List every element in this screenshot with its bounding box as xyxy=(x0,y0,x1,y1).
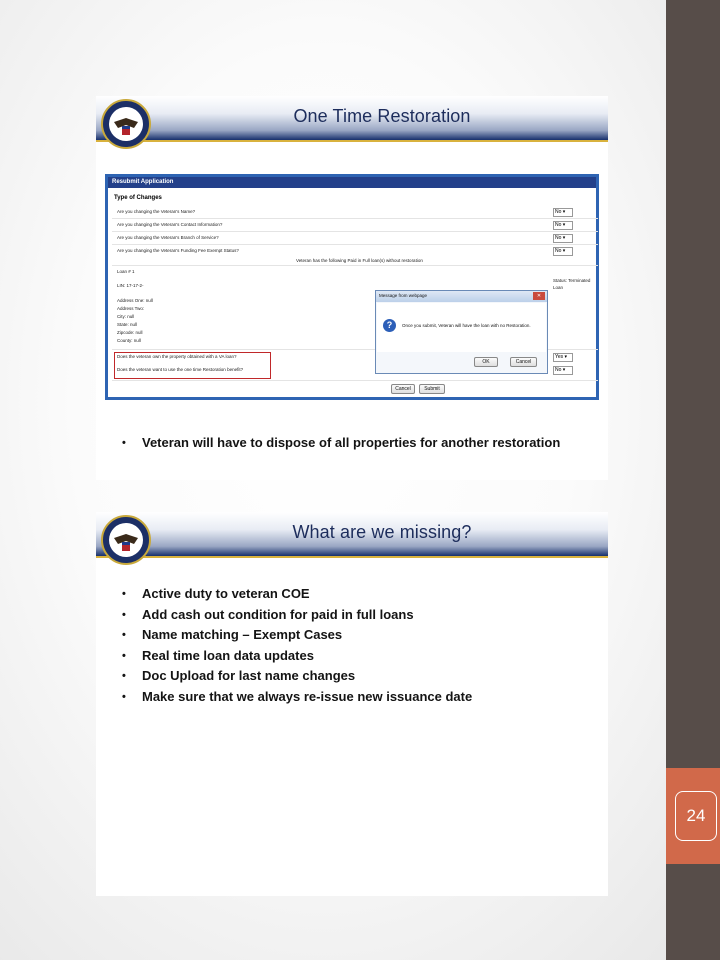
row-divider xyxy=(112,265,598,266)
question-icon: ? xyxy=(383,319,396,332)
row-divider xyxy=(112,380,598,381)
answer-select-branch[interactable]: No ▾ xyxy=(553,234,573,243)
loan-status: Status: Terminated Loan xyxy=(553,278,591,290)
question-funding-fee: Are you changing the Veteran's Funding Fee Exempt Status? xyxy=(117,248,239,253)
message-dialog xyxy=(375,290,548,374)
question-name: Are you changing the Veteran's Name? xyxy=(117,209,196,214)
slide1-bullet-list xyxy=(122,434,562,452)
answer-select-name[interactable]: No ▾ xyxy=(553,208,573,217)
bullet-item: • Doc Upload for last name changes xyxy=(122,666,592,687)
bullet-item: • Add cash out condition for paid in full loans xyxy=(122,605,592,626)
bullet-item: • Make sure that we always re-issue new issuance date xyxy=(122,687,592,708)
answer-select-va-loan[interactable]: Yes ▾ xyxy=(553,353,573,362)
answer-select-restoration[interactable]: No ▾ xyxy=(553,366,573,375)
dialog-ok-button[interactable]: OK xyxy=(474,357,498,367)
answer-select-funding-fee[interactable]: No ▾ xyxy=(553,247,573,256)
submit-button[interactable]: Submit xyxy=(419,384,445,394)
bullet-item: • Active duty to veteran COE xyxy=(122,584,592,605)
address-state: State: null xyxy=(117,322,138,327)
bullet-item: • Real time loan data updates xyxy=(122,646,592,667)
resubmit-application-window xyxy=(105,174,599,400)
bullet-item: • Veteran will have to dispose of all properties for another restoration xyxy=(122,434,562,452)
slide-title: One Time Restoration xyxy=(293,106,471,126)
address-zipcode: Zipcode: null xyxy=(117,330,143,335)
row-divider xyxy=(112,244,598,245)
dialog-body xyxy=(377,303,546,352)
loan-lin: LIN: 17-17-2- xyxy=(117,283,144,288)
address-one: Address One: null xyxy=(117,298,153,303)
row-divider xyxy=(112,231,598,232)
loan-number: Loan # 1 xyxy=(117,269,135,274)
slide-one-time-restoration xyxy=(96,96,608,480)
address-city: City: null xyxy=(117,314,135,319)
close-icon[interactable]: ✕ xyxy=(533,292,545,300)
restoration-question: Does the veteran want to use the one time Restoration benefit? xyxy=(117,367,244,372)
slide-what-are-we-missing xyxy=(96,512,608,896)
dialog-title xyxy=(376,291,547,302)
highlight-box xyxy=(114,352,271,379)
address-county: County: null xyxy=(117,338,141,343)
va-loan-question: Does the veteran own the property obtained with a VA loan? xyxy=(117,354,237,359)
question-contact: Are you changing the Veteran's Contact Information? xyxy=(117,222,223,227)
dialog-title-text: Message from webpage xyxy=(379,293,428,298)
bullet-item: • Name matching – Exempt Cases xyxy=(122,625,592,646)
slide2-bullet-list xyxy=(122,584,592,707)
question-branch: Are you changing the Veteran's Branch of Service? xyxy=(117,235,219,240)
type-of-changes-heading: Type of Changes xyxy=(114,195,162,201)
paid-in-full-note: Veteran has the following Paid in Full loan(s) without restoration xyxy=(296,258,423,263)
answer-select-contact[interactable]: No ▾ xyxy=(553,221,573,230)
window-title: Resubmit Application xyxy=(108,177,596,188)
address-two: Address Two: xyxy=(117,306,145,311)
page-number: 24 xyxy=(675,791,717,841)
dialog-message: Once you submit, Veteran will have the loan with no Restoration. xyxy=(402,323,531,328)
row-divider xyxy=(112,218,598,219)
slide-title: What are we missing? xyxy=(292,522,472,542)
cancel-button[interactable]: Cancel xyxy=(391,384,415,394)
dialog-cancel-button[interactable]: Cancel xyxy=(510,357,537,367)
